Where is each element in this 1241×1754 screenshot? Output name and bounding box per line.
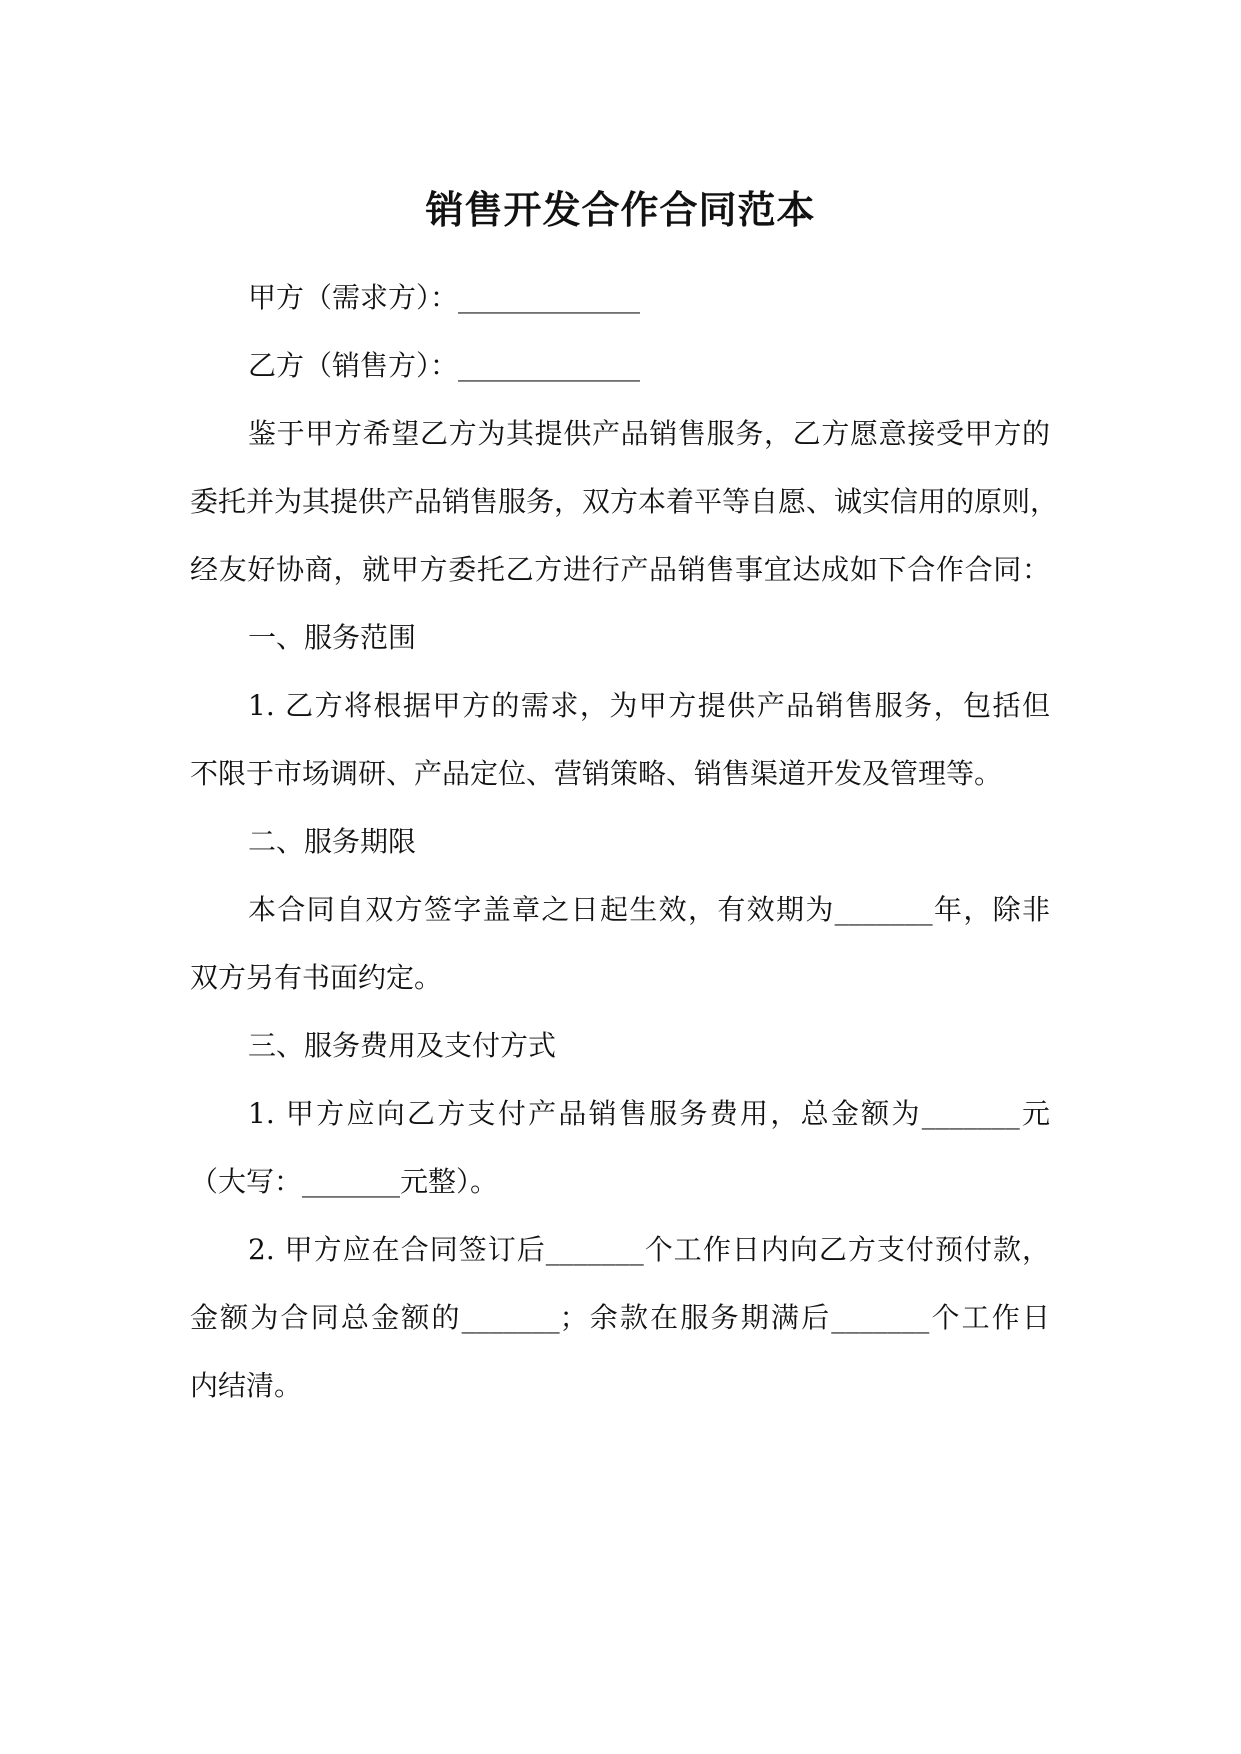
fee-clause-1-line-1: 1. 甲方应向乙方支付产品销售服务费用，总金额为_______元 bbox=[248, 1097, 1050, 1130]
section-heading-service-scope: 一、服务范围 bbox=[248, 621, 417, 654]
preamble-line-3: 经友好协商，就甲方委托乙方进行产品销售事宜达成如下合作合同： bbox=[190, 553, 1050, 586]
party-b-line: 乙方（销售方）：_____________ bbox=[248, 349, 641, 382]
term-clause-line-1: 本合同自双方签字盖章之日起生效，有效期为_______年，除非 bbox=[248, 893, 1050, 926]
document-title: 销售开发合作合同范本 bbox=[425, 187, 816, 232]
section-heading-fees-payment: 三、服务费用及支付方式 bbox=[248, 1029, 557, 1062]
preamble-line-2: 委托并为其提供产品销售服务，双方本着平等自愿、诚实信用的原则， bbox=[190, 485, 1059, 518]
fee-clause-1-line-2: （大写：_______元整）。 bbox=[190, 1165, 499, 1198]
term-clause-line-2: 双方另有书面约定。 bbox=[190, 961, 443, 994]
fee-clause-2-line-3: 内结清。 bbox=[190, 1369, 303, 1402]
scope-clause-line-1: 1. 乙方将根据甲方的需求，为甲方提供产品销售服务，包括但 bbox=[248, 689, 1050, 722]
preamble-line-1: 鉴于甲方希望乙方为其提供产品销售服务，乙方愿意接受甲方的 bbox=[248, 417, 1050, 450]
section-heading-service-term: 二、服务期限 bbox=[248, 825, 417, 858]
fee-clause-2-line-1: 2. 甲方应在合同签订后_______个工作日内向乙方支付预付款， bbox=[248, 1233, 1050, 1266]
party-a-line: 甲方（需求方）：_____________ bbox=[248, 281, 641, 314]
scope-clause-line-2: 不限于市场调研、产品定位、营销策略、销售渠道开发及管理等。 bbox=[190, 757, 1003, 790]
fee-clause-2-line-2: 金额为合同总金额的_______；余款在服务期满后_______个工作日 bbox=[190, 1301, 1050, 1334]
